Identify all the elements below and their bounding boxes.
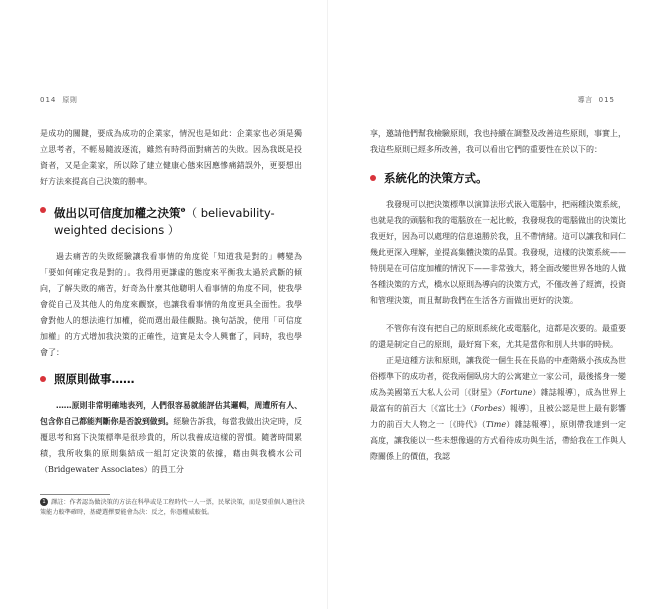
para4-part-b: ）雜誌報導〕，成為世界上最富有的前百大〔《富比士》（ [370, 388, 627, 413]
left-paragraph-3 [40, 398, 302, 478]
heading-text: 做出以可信度加權之決策 [54, 205, 181, 220]
paragraph-gap [370, 309, 626, 321]
heading-believability-weighted [40, 202, 302, 239]
heading-english: （ believability-weighted decisions ） [54, 205, 275, 237]
footnote [40, 498, 305, 518]
right-page-number: 015 [598, 96, 615, 104]
right-running-head [578, 95, 615, 105]
footnote-number-icon: 1 [40, 498, 48, 506]
footnote-divider [40, 494, 110, 495]
left-running-title: 原則 [62, 96, 78, 104]
left-text-column [40, 126, 302, 478]
heading-text: 系統化的決策方式。 [384, 171, 488, 185]
fortune-title: Fortune [500, 388, 533, 397]
right-running-title: 導言 [577, 96, 593, 104]
red-bullet-icon [40, 376, 46, 382]
para4-part-a: 正是這種方法和原則，讓我從一個生長在長島的中產階級小孩成為世俗標準下的成功者，從我兩個臥房大的公寓建立一家公司，最後搖身一變成為美國第五大私人公司〔《財星》（ [370, 356, 626, 397]
heading-follow-principles [40, 371, 302, 388]
bold-statement: ……原則非常明確地表列，人們很容易就能評估其邏輯，周遭所有人、包含你自己都能判斷你是否說到做到。 [40, 400, 302, 426]
right-paragraph-1: 享，邀請他們幫我檢驗原則，我也持續在調整及改善這些原則，事實上，我這些原則已經多所改善，我可以看出它們的重要性在於以下的： [370, 129, 626, 154]
time-title: Time [485, 420, 507, 429]
left-running-head [40, 95, 77, 105]
para4-part-c: ）報導〕，且被公認是世上最有影響力的前百大人物之一〔《時代》（ [370, 404, 627, 429]
paragraph-3-rest: 經驗告訴我，每當我做出決定時，反覆思考和寫下決策標準是很珍貴的，所以我養成這樣的習慣。隨著時間累積，我所收集的原則集結成一組訂定決策的依據，藉由與我橋水公司（Bridgewater Associates）的員工分 [40, 416, 303, 474]
footnote-text: 譯註：作者認為做決策的方法在科學或是工程時代一人一票，民眾決策，而是要重個人過往決策能力較準確時，基礎選擇要能會為決：反之，你憑權威較低。 [40, 499, 305, 516]
right-paragraph-4 [370, 353, 626, 465]
heading-systematic-decision [370, 170, 626, 187]
red-bullet-icon [370, 175, 376, 181]
left-paragraph-1: 是成功的關鍵，要成為成功的企業家，情況也是如此：企業家也必須是獨立思考者，不輕易隨波逐流，雖然有時得面對痛苦的失敗。因為我既是投資者，又是企業家，所以除了建立健康心態來因應慘痛錯誤外，更要想出好方法來提高自己決策的勝率。 [40, 129, 302, 186]
right-paragraph-2: 我發現可以把決策標準以演算法形式嵌入電腦中，把兩種決策系統，也就是我的頭腦和我的電腦放在一起比較，我發現我的電腦做出的決策比我更好，因為可以處理的信息遠勝於我，且不帶情緒。這可以讓我和同仁幾此更深入理解，並提高集體決策的品質。我發現，這樣的決策系統——特別是在可信度加權的情況下——非常強大，將全面改變世界各地的人做各種決策的方式，橋水以原則為導向的決策方式，不僅改善了經濟，投資和管理決策，而且幫助我們在生活各方面做出更好的決策。 [370, 200, 626, 305]
right-text-column [370, 126, 626, 465]
red-bullet-icon [40, 207, 46, 213]
right-paragraph-3: 不管你有沒有把自己的原則系統化或電腦化，這都是次要的。最重要的還是制定自己的原則，最好寫下來，尤其是當你和別人共事的時候。 [370, 324, 626, 349]
left-page-number: 014 [40, 96, 57, 104]
forbes-title: Forbes [474, 404, 502, 413]
footnote-reference: ❶ [180, 207, 186, 214]
heading-text: 照原則做事…… [54, 371, 135, 386]
para4-part-d: ）雜誌報導〕，原則帶我達到一定高度，讓我能以一些未想像過的方式看待成功與生活，帶給我在工作與人際關係上的價值，我認 [370, 420, 626, 461]
left-paragraph-2: 過去痛苦的失敗經驗讓我看事情的角度從「知道我是對的」轉變為「要如何確定我是對的」。我得用更謙虛的態度來平衡我太過於武斷的傾向，了解失敗的痛苦，好奇為什麼其他聰明人看事情的角度不同，使我學會從自己及其他人的角度來觀察，也讓我看事情的角度更具全面性。我學會對他人的想法進行加權，從而選出最佳觀點。換句話說，使用「可信度加權」的方式增加我決策的正確性，這實是太令人興奮了，同時，我也學會了： [40, 251, 302, 357]
